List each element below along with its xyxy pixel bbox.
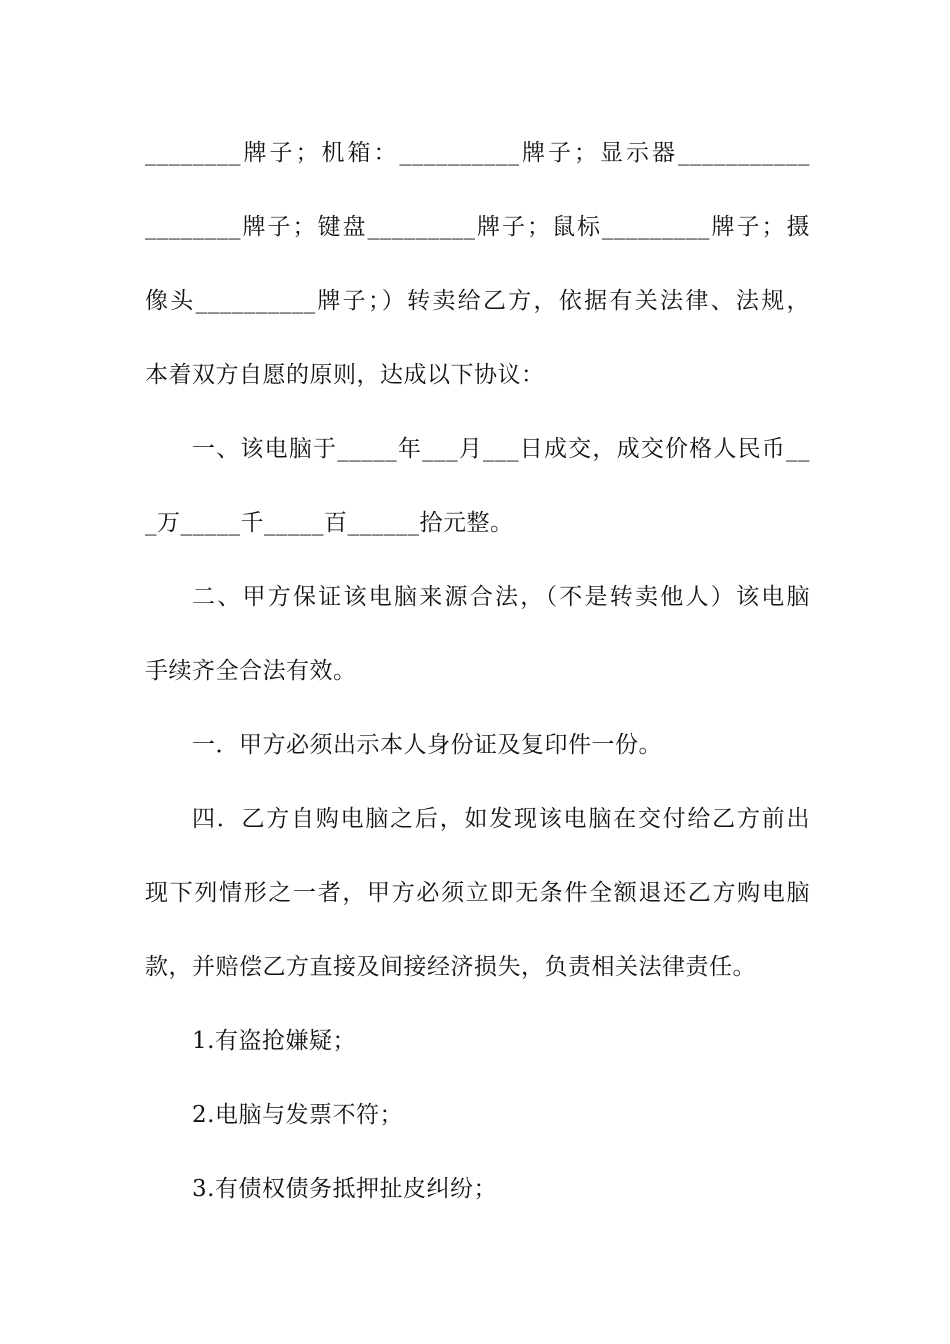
text-line-14: 2.电脑与发票不符；: [192, 1102, 403, 1128]
text-line-2: ________牌子；键盘_________牌子；鼠标_________牌子；摄: [145, 214, 810, 240]
text-line-8: 手续齐全合法有效。: [145, 658, 357, 684]
text-line-1: ________牌子；机箱：__________牌子；显示器___________: [145, 140, 810, 166]
text-line-12: 款，并赔偿乙方直接及间接经济损失，负责相关法律责任。: [145, 954, 756, 980]
text-line-3: 像头__________牌子；）转卖给乙方，依据有关法律、法规，: [145, 288, 810, 314]
text-line-10: 四．乙方自购电脑之后，如发现该电脑在交付给乙方前出: [192, 806, 810, 832]
text-line-6: _万_____千_____百______拾元整。: [145, 510, 514, 536]
text-line-13: 1.有盗抢嫌疑；: [192, 1028, 356, 1054]
text-line-7: 二、甲方保证该电脑来源合法，（不是转卖他人）该电脑: [192, 584, 810, 610]
text-line-9: 一．甲方必须出示本人身份证及复印件一份。: [192, 732, 662, 758]
text-line-15: 3.有债权债务抵押扯皮纠纷；: [192, 1176, 497, 1202]
text-line-11: 现下列情形之一者，甲方必须立即无条件全额退还乙方购电脑: [145, 880, 810, 906]
text-line-4: 本着双方自愿的原则，达成以下协议：: [145, 362, 545, 388]
text-line-5: 一、该电脑于_____年___月___日成交，成交价格人民币__: [192, 436, 810, 462]
